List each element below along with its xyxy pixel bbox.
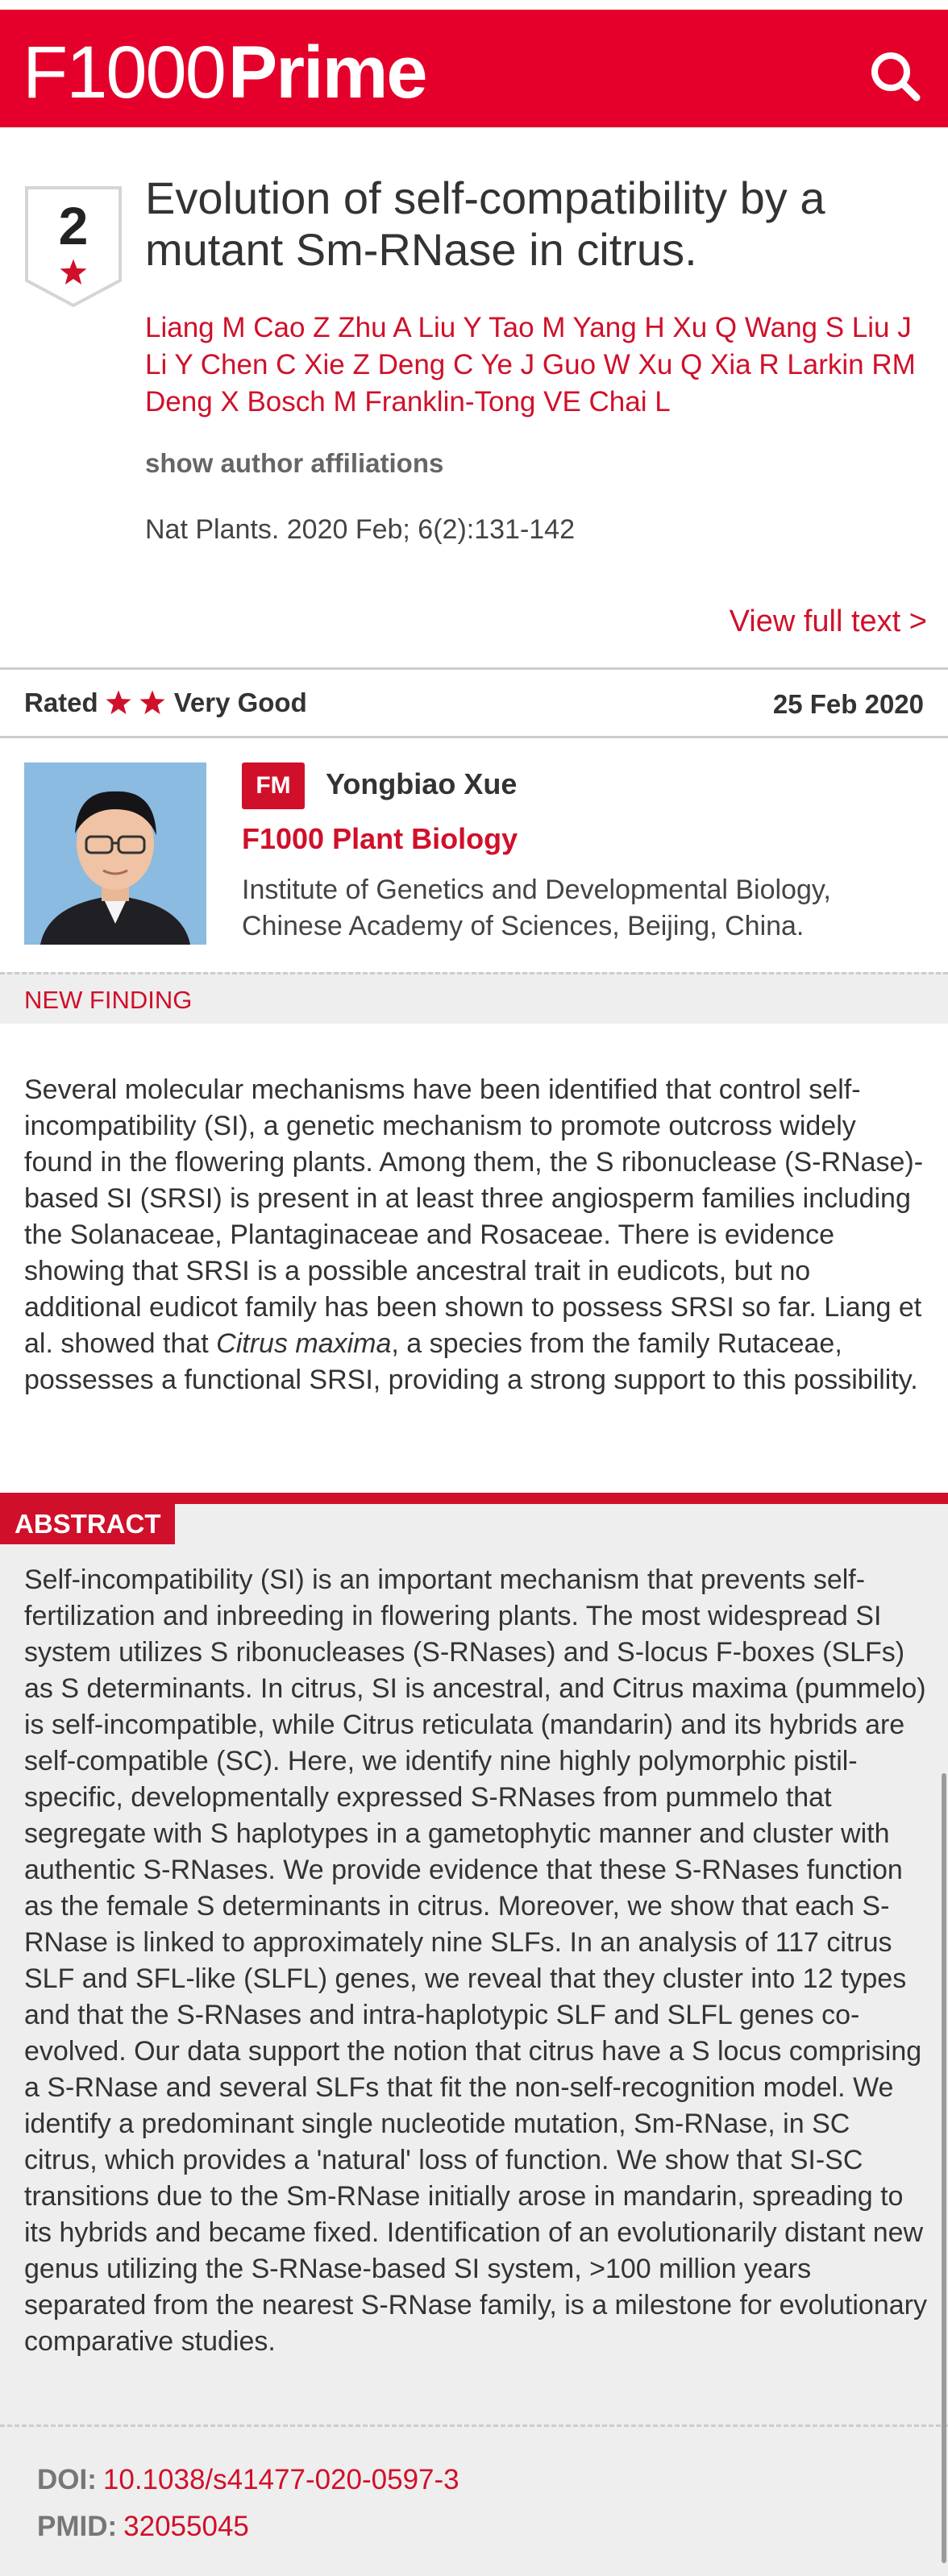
logo-word: Prime [227, 31, 426, 114]
rating-badge [24, 185, 123, 308]
show-affiliations-link[interactable]: show author affiliations [145, 448, 444, 478]
recommender-institution: Institute of Genetics and Developmental Biology, Chinese Academy of Sciences, Beijing, China. [242, 875, 831, 941]
rating-text: Very Good [173, 688, 307, 717]
logo-number: F1000 [23, 31, 225, 114]
star-icon [59, 258, 88, 287]
doi-label: DOI: [37, 2464, 97, 2495]
abstract-divider [0, 1493, 948, 1504]
pmid-label: PMID: [37, 2511, 118, 2542]
finding-text-before: Several molecular mechanisms have been identified that control self-incompatibility (SI), a genetic mechanism to promote outcross widely found in the flowering plants. Among them, the S ribonuclease (S-RNase)-based SI (SRSI) is present in at least three angiosperm families including the Solanaceae, Plantaginaceae and Rosaceae. There is evidence showing that SRSI is a possible ancestral trait in eudicots, but no additional eudicot family has been shown to possess SRSI so far. Liang et al. showed that [24, 1074, 924, 1359]
search-icon [867, 48, 923, 104]
finding-text-after: , a species from the family Rutaceae, possesses a functional SRSI, providing a strong support to this possibility. [24, 1328, 918, 1395]
rating-summary [24, 688, 307, 718]
rated-label: Rated [24, 688, 98, 717]
avatar[interactable] [24, 762, 206, 945]
view-full-text-link[interactable]: View full text > [729, 605, 927, 638]
abstract-text: Self-incompatibility (SI) is an important mechanism that prevents self-fertilization and inbreeding in flowering plants. The most widespread SI system utilizes S ribonucleases (S-RNases) and S-locus F-boxes (SLFs) as S determinants. In citrus, SI is ancestral, and Citrus maxima (pummelo) is self-incompatible, while Citrus reticulata (mandarin) and its hybrids are self-compatible (SC). Here, we identify nine highly polymorphic pistil-specific, developmentally expressed S-RNases from pummelo that segregate with S haplotypes in a gametophytic manner and cluster with authentic S-RNases. We provide evidence that these S-RNases function as the female S determinants in citrus. Moreover, we show that each S-RNase is linked to approximately nine SLFs. In an analysis of 117 citrus SLF and SFL-like (SLFL) genes, we reveal that they cluster into 12 types and that the S-RNases and intra-haplotypic SLF and SLFL genes co-evolved. Our data support the notion that citrus have a S locus comprising a S-RNase and several SLFs that fit the non-self-recognition model. We identify a predominant single nucleotide mutation, Sm-RNase, in SC citrus, which provides a 'natural' loss of function. We show that SI-SC transitions due to the Sm-RNase initially arose in mandarin, spreading to its hybrids and became fixed. Identification of an evolutionarily distant new genus utilizing the S-RNase-based SI system, >100 million years separated from the nearest S-RNase family, is a milestone for evolutionary comparative studies. [24, 1564, 927, 2357]
recommender-card [0, 738, 948, 972]
pmid-row [37, 2511, 249, 2543]
f1000prime-logo[interactable] [23, 32, 426, 113]
rating-badge-number: 2 [58, 196, 89, 256]
faculty-link[interactable]: F1000 Plant Biology [242, 822, 518, 855]
species-name: Citrus maxima [216, 1328, 392, 1359]
faculty-member-tag: FM [242, 762, 305, 809]
finding-category-label: NEW FINDING [24, 986, 193, 1014]
pmid-link[interactable]: 32055045 [123, 2511, 249, 2542]
abstract-label: ABSTRACT [0, 1504, 175, 1544]
abstract-section [0, 1493, 948, 2426]
article-identifiers [0, 2424, 948, 2576]
author-list[interactable]: Liang M Cao Z Zhu A Liu Y Tao M Yang H Xu Q Wang S Liu J Li Y Chen C Xie Z Deng C Ye J Guo W Xu Q Xia R Larkin RM Deng X Bosch M Franklin-Tong VE Chai L [145, 312, 916, 418]
star-icon [105, 689, 132, 717]
header-bar [0, 10, 948, 127]
star-icon [139, 689, 166, 717]
doi-link[interactable]: 10.1038/s41477-020-0597-3 [102, 2464, 459, 2495]
scrollbar-thumb[interactable] [942, 1773, 946, 2563]
recommendation-text [24, 1072, 927, 1398]
avatar-portrait [24, 762, 206, 945]
search-button[interactable] [861, 42, 929, 110]
article-header [0, 127, 948, 667]
top-strip [0, 0, 948, 10]
doi-row [37, 2464, 459, 2496]
article-title: Evolution of self-compatibility by a mutant Sm-RNase in citrus. [145, 172, 825, 275]
rating-bar [0, 667, 948, 738]
journal-citation: Nat Plants. 2020 Feb; 6(2):131-142 [145, 514, 575, 545]
rating-date: 25 Feb 2020 [772, 689, 924, 719]
recommender-name[interactable]: Yongbiao Xue [326, 767, 518, 800]
finding-category-bar [0, 972, 948, 1024]
